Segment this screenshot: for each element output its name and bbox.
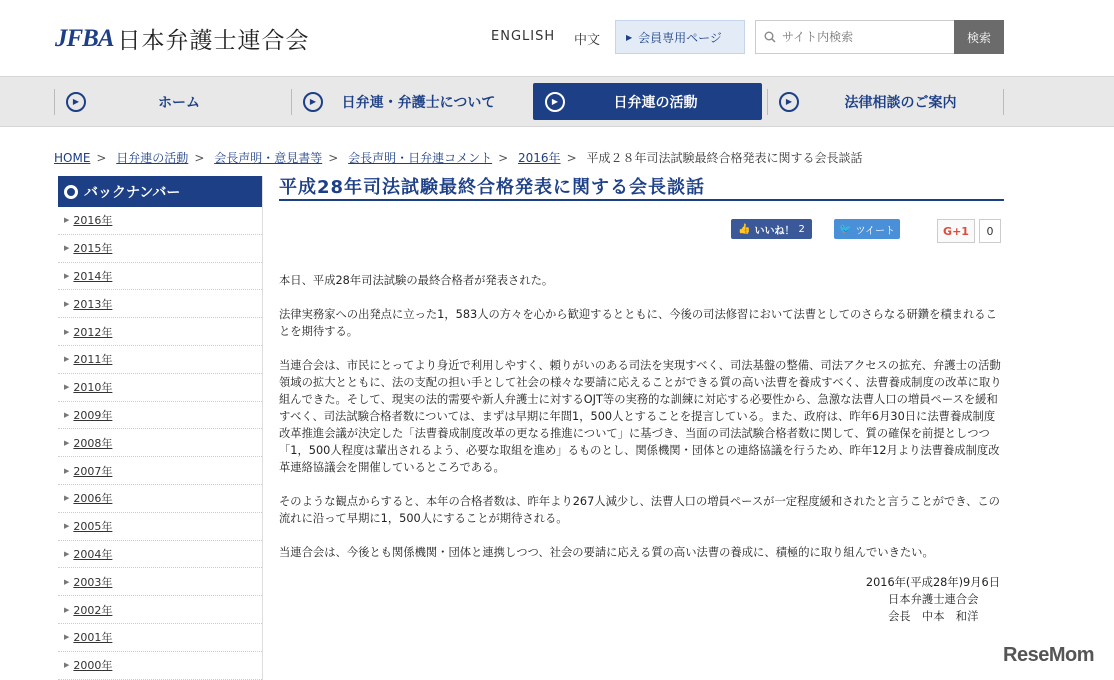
main-nav bbox=[0, 76, 1114, 127]
breadcrumb: HOME > 日弁連の活動 > 会長声明・意見書等 > 会長声明・日弁連コメント > 2016年 > 平成２８年司法試験最終合格発表に関する会長談話 bbox=[54, 151, 863, 165]
search-box[interactable] bbox=[755, 20, 955, 54]
sidebar-item-label: 2008年 bbox=[73, 436, 113, 450]
sidebar-title: バックナンバー bbox=[84, 184, 181, 201]
sidebar-item-year[interactable] bbox=[58, 652, 262, 680]
triangle-right-icon: ▶ bbox=[64, 494, 70, 503]
sidebar-item-label: 2001年 bbox=[73, 631, 113, 645]
sidebar-item-label: 2012年 bbox=[73, 325, 113, 339]
facebook-like-button[interactable] bbox=[731, 219, 812, 239]
google-plus-button[interactable]: G+1 bbox=[937, 219, 975, 243]
tweet-label: ツイート bbox=[855, 225, 895, 237]
triangle-right-icon: ▶ bbox=[64, 466, 70, 475]
sidebar-item-year[interactable] bbox=[58, 263, 262, 291]
triangle-right-icon: ▶ bbox=[64, 549, 70, 558]
triangle-right-icon: ▶ bbox=[64, 633, 70, 642]
sidebar-item-label: 2010年 bbox=[73, 381, 113, 395]
article-paragraph: 法律実務家への出発点に立った1，583人の方々を心から歓迎するとともに、今後の司法修習において法曹としてのさらなる研鑽を積まれることを期待する。 bbox=[279, 308, 997, 338]
breadcrumb-year[interactable]: 2016年 bbox=[518, 151, 561, 165]
sidebar-item-label: 2015年 bbox=[73, 242, 113, 256]
sidebar-item-label: 2005年 bbox=[73, 520, 113, 534]
sidebar-item-label: 2011年 bbox=[73, 353, 113, 367]
lang-english-link[interactable]: ENGLISH bbox=[491, 29, 556, 44]
facebook-like-label: いいね！ bbox=[754, 225, 795, 237]
triangle-right-icon: ▶ bbox=[64, 383, 70, 392]
sidebar-item-label: 2003年 bbox=[73, 575, 113, 589]
site-logo[interactable] bbox=[55, 22, 310, 55]
tweet-button[interactable] bbox=[834, 219, 900, 239]
article-title: 平成28年司法試験最終合格発表に関する会長談話 bbox=[279, 173, 1004, 201]
sidebar-item-year[interactable] bbox=[58, 318, 262, 346]
signature-date: 2016年(平成28年)9月6日 bbox=[865, 576, 1000, 589]
sidebar-item-year[interactable] bbox=[58, 429, 262, 457]
sidebar-item-year[interactable] bbox=[58, 485, 262, 513]
sidebar-item-label: 2000年 bbox=[73, 659, 113, 673]
play-circle-icon: ▶ bbox=[66, 92, 86, 112]
sidebar-item-year[interactable] bbox=[58, 624, 262, 652]
sidebar-item-year[interactable] bbox=[58, 346, 262, 374]
sidebar-item-year[interactable] bbox=[58, 596, 262, 624]
article-paragraph: 当連合会は、今後とも関係機関・団体と連携しつつ、社会の要請に応える質の高い法曹の養成に、積極的に取り組んでいきたい。 bbox=[279, 546, 934, 559]
breadcrumb-statements[interactable]: 会長声明・意見書等 bbox=[214, 151, 323, 165]
search-input[interactable] bbox=[782, 30, 942, 44]
triangle-right-icon: ▶ bbox=[64, 661, 70, 670]
site-header bbox=[0, 0, 1114, 76]
nav-item-label: 日弁連の活動 bbox=[613, 94, 698, 111]
nav-item-label: ホーム bbox=[158, 94, 200, 111]
nav-item-label: 日弁連・弁護士について bbox=[341, 94, 496, 111]
play-circle-icon: ▶ bbox=[545, 92, 565, 112]
nav-item-consultation[interactable] bbox=[767, 83, 1004, 120]
triangle-right-icon: ▶ bbox=[64, 355, 70, 364]
triangle-right-icon: ▶ bbox=[64, 438, 70, 447]
sidebar-item-label: 2016年 bbox=[73, 214, 113, 228]
signature-president: 会長 中本 和洋 bbox=[888, 610, 979, 623]
article-body bbox=[279, 272, 1004, 578]
facebook-like-count: 2 bbox=[798, 223, 805, 235]
member-page-button[interactable] bbox=[615, 20, 745, 54]
sidebar-item-label: 2013年 bbox=[73, 297, 113, 311]
triangle-right-icon: ▶ bbox=[64, 327, 70, 336]
sidebar-item-year[interactable] bbox=[58, 457, 262, 485]
sidebar-item-year[interactable] bbox=[58, 207, 262, 235]
sidebar-item-label: 2004年 bbox=[73, 547, 113, 561]
search-icon bbox=[764, 31, 776, 43]
member-page-label: 会員専用ページ bbox=[638, 30, 722, 45]
backnumber-sidebar bbox=[58, 176, 263, 680]
breadcrumb-comments[interactable]: 会長声明・日弁連コメント bbox=[348, 151, 493, 165]
article-paragraph: そのような観点からすると、本年の合格者数は、昨年より267人減少し、法曹人口の増員ペースが一定程度緩和されたと言うことができ、この流れに沿って早期に1，500人にすることが期待される。 bbox=[279, 495, 1000, 525]
search-button[interactable]: 検索 bbox=[954, 20, 1004, 54]
ring-icon bbox=[64, 185, 78, 199]
triangle-right-icon: ▶ bbox=[64, 410, 70, 419]
triangle-right-icon: ▶ bbox=[64, 299, 70, 308]
sidebar-item-label: 2014年 bbox=[73, 269, 113, 283]
nav-item-home[interactable] bbox=[54, 83, 289, 120]
logo-mark: JFBA bbox=[55, 24, 114, 52]
nav-item-about[interactable] bbox=[291, 83, 526, 120]
breadcrumb-activities[interactable]: 日弁連の活動 bbox=[116, 151, 189, 165]
sidebar-item-label: 2009年 bbox=[73, 408, 113, 422]
resemom-watermark: ReseMom bbox=[1003, 644, 1094, 666]
nav-item-activities[interactable] bbox=[533, 83, 762, 120]
nav-divider bbox=[1003, 89, 1004, 115]
triangle-right-icon: ▶ bbox=[626, 32, 633, 42]
triangle-right-icon: ▶ bbox=[64, 577, 70, 586]
sidebar-item-label: 2006年 bbox=[73, 492, 113, 506]
article-paragraph: 当連合会は、市民にとってより身近で利用しやすく、頼りがいのある司法を実現すべく、司法基盤の整備、司法アクセスの拡充、弁護士の活動領域の拡大とともに、法の支配の担い手として社会の様々な要請に応えることができる質の高い法曹を養成すべく、法曹養成制度の改革に取り組んできた。そして、現実の法的需要や新人弁護士に対するOJT等の実務的な訓練に対応する必要性から、急激な法曹人口の増員ペースを緩和すべく、司法試験合格者数については、まずは早期に年間1，500人とすることを提言している。また、政府は、昨年6月30日に法曹養成制度改革推進会議が決定した「法曹養成制度改革の更なる推進について」に基づき、当面の司法試験合格者数に関して、質の確保を前提としつつ「1，500人程度は輩出されるよう、必要な取組を進め」るものとし、関係機関・団体との連絡協議を行うため、昨年12月より法曹養成制度改革連絡協議会を開催しているところである。 bbox=[279, 359, 1002, 474]
play-circle-icon: ▶ bbox=[303, 92, 323, 112]
triangle-right-icon: ▶ bbox=[64, 522, 70, 531]
twitter-bird-icon: 🐦 bbox=[839, 223, 852, 235]
sidebar-item-year[interactable] bbox=[58, 541, 262, 569]
google-plus-count: 0 bbox=[979, 219, 1001, 243]
signature-org: 日本弁護士連合会 bbox=[888, 593, 979, 606]
sidebar-item-year[interactable] bbox=[58, 374, 262, 402]
sidebar-item-year[interactable] bbox=[58, 513, 262, 541]
breadcrumb-current: 平成２８年司法試験最終合格発表に関する会長談話 bbox=[586, 151, 863, 165]
nav-item-label: 法律相談のご案内 bbox=[844, 94, 957, 111]
sidebar-item-year[interactable] bbox=[58, 402, 262, 430]
sidebar-item-label: 2007年 bbox=[73, 464, 113, 478]
article-paragraph: 本日、平成28年司法試験の最終合格者が発表された。 bbox=[279, 274, 554, 287]
logo-text: 日本弁護士連合会 bbox=[117, 28, 310, 54]
lang-chinese-link[interactable]: 中文 bbox=[574, 33, 601, 48]
article-signature bbox=[800, 574, 1000, 625]
sidebar-item-year[interactable] bbox=[58, 568, 262, 596]
play-circle-icon: ▶ bbox=[779, 92, 799, 112]
sidebar-item-label: 2002年 bbox=[73, 603, 113, 617]
sidebar-item-year[interactable] bbox=[58, 235, 262, 263]
triangle-right-icon: ▶ bbox=[64, 216, 70, 225]
sidebar-item-year[interactable] bbox=[58, 290, 262, 318]
breadcrumb-home[interactable]: HOME bbox=[54, 151, 91, 165]
triangle-right-icon: ▶ bbox=[64, 271, 70, 280]
sidebar-header bbox=[58, 176, 262, 207]
thumbs-up-icon: 👍 bbox=[738, 223, 751, 235]
triangle-right-icon: ▶ bbox=[64, 244, 70, 253]
triangle-right-icon: ▶ bbox=[64, 605, 70, 614]
